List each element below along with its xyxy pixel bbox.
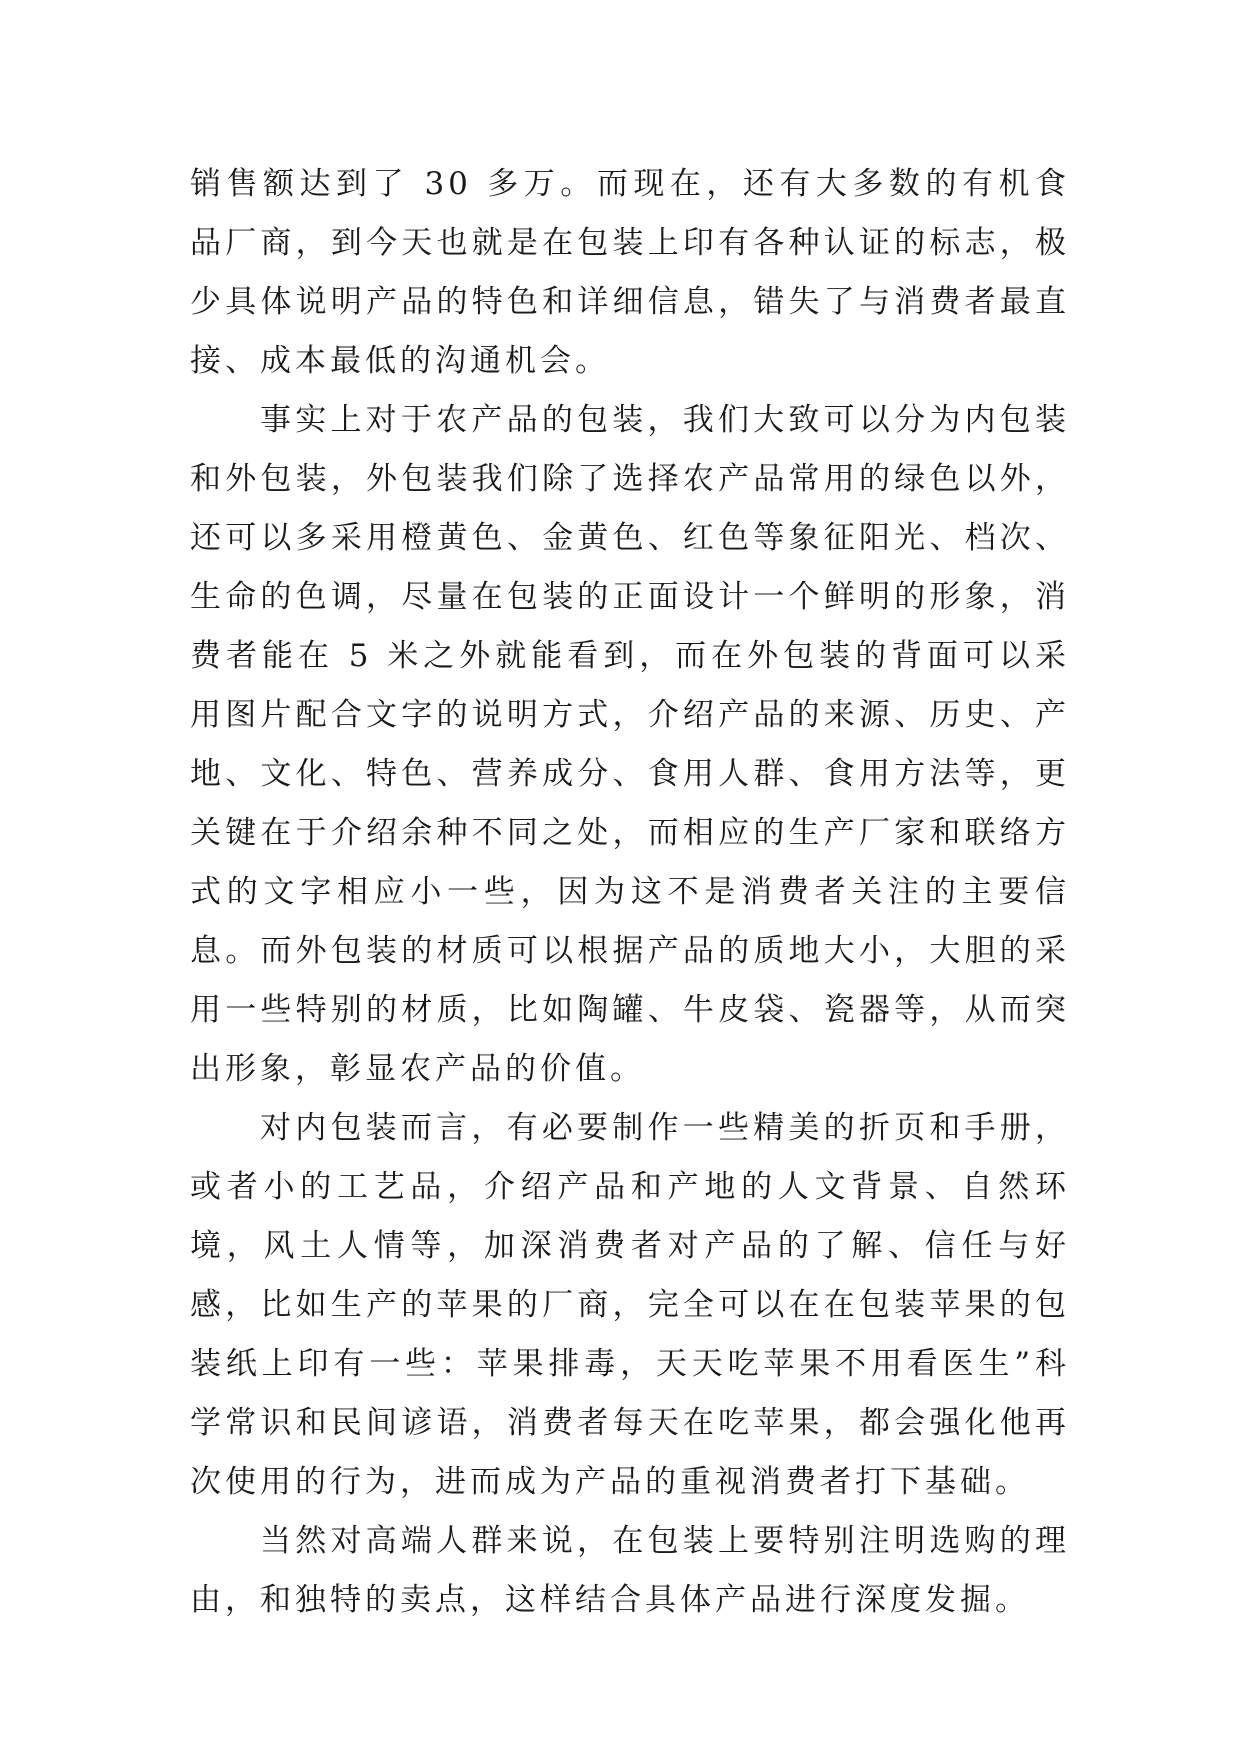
paragraph-3: 对内包装而言，有必要制作一些精美的折页和手册，或者小的工艺品，介绍产品和产地的人文背景、自然环境，风土人情等，加深消费者对产品的了解、信任与好感，比如生产的苹果的厂商，完全可以在在包装苹果的包装纸上印有一些：苹果排毒，天天吃苹果不用看医生”科学常识和民间谚语，消费者每天在吃苹果，都会强化他再次使用的行为，进而成为产品的重视消费者打下基础。 (190, 1110, 1070, 1500)
paragraph-2: 事实上对于农产品的包装，我们大致可以分为内包装和外包装，外包装我们除了选择农产品常用的绿色以外，还可以多采用橙黄色、金黄色、红色等象征阳光、档次、生命的色调，尽量在包装的正面设计一个鲜明的形象，消费者能在 5 米之外就能看到，而在外包装的背面可以采用图片配合文字的说明方式，介绍产品的来源、历史、产地、文化、特色、营养成分、食用人群、食用方法等，更关键在于介绍余种不同之处，而相应的生产厂家和联络方式的文字相应小一些，因为这不是消费者关注的主要信息。而外包装的材质可以根据产品的质地大小，大胆的采用一些特别的材质，比如陶罐、牛皮袋、瓷器等，从而突出形象，彰显农产品的价值。 (190, 402, 1070, 1087)
paragraph-1: 销售额达到了 30 多万。而现在，还有大多数的有机食品厂商，到今天也就是在包装上印有各种认证的标志，极少具体说明产品的特色和详细信息，错失了与消费者最直接、成本最低的沟通机会。 (190, 166, 1070, 379)
paragraph-4: 当然对高端人群来说，在包装上要特别注明选购的理由，和独特的卖点，这样结合具体产品进行深度发掘。 (190, 1523, 1070, 1618)
document-body (190, 155, 1070, 1630)
